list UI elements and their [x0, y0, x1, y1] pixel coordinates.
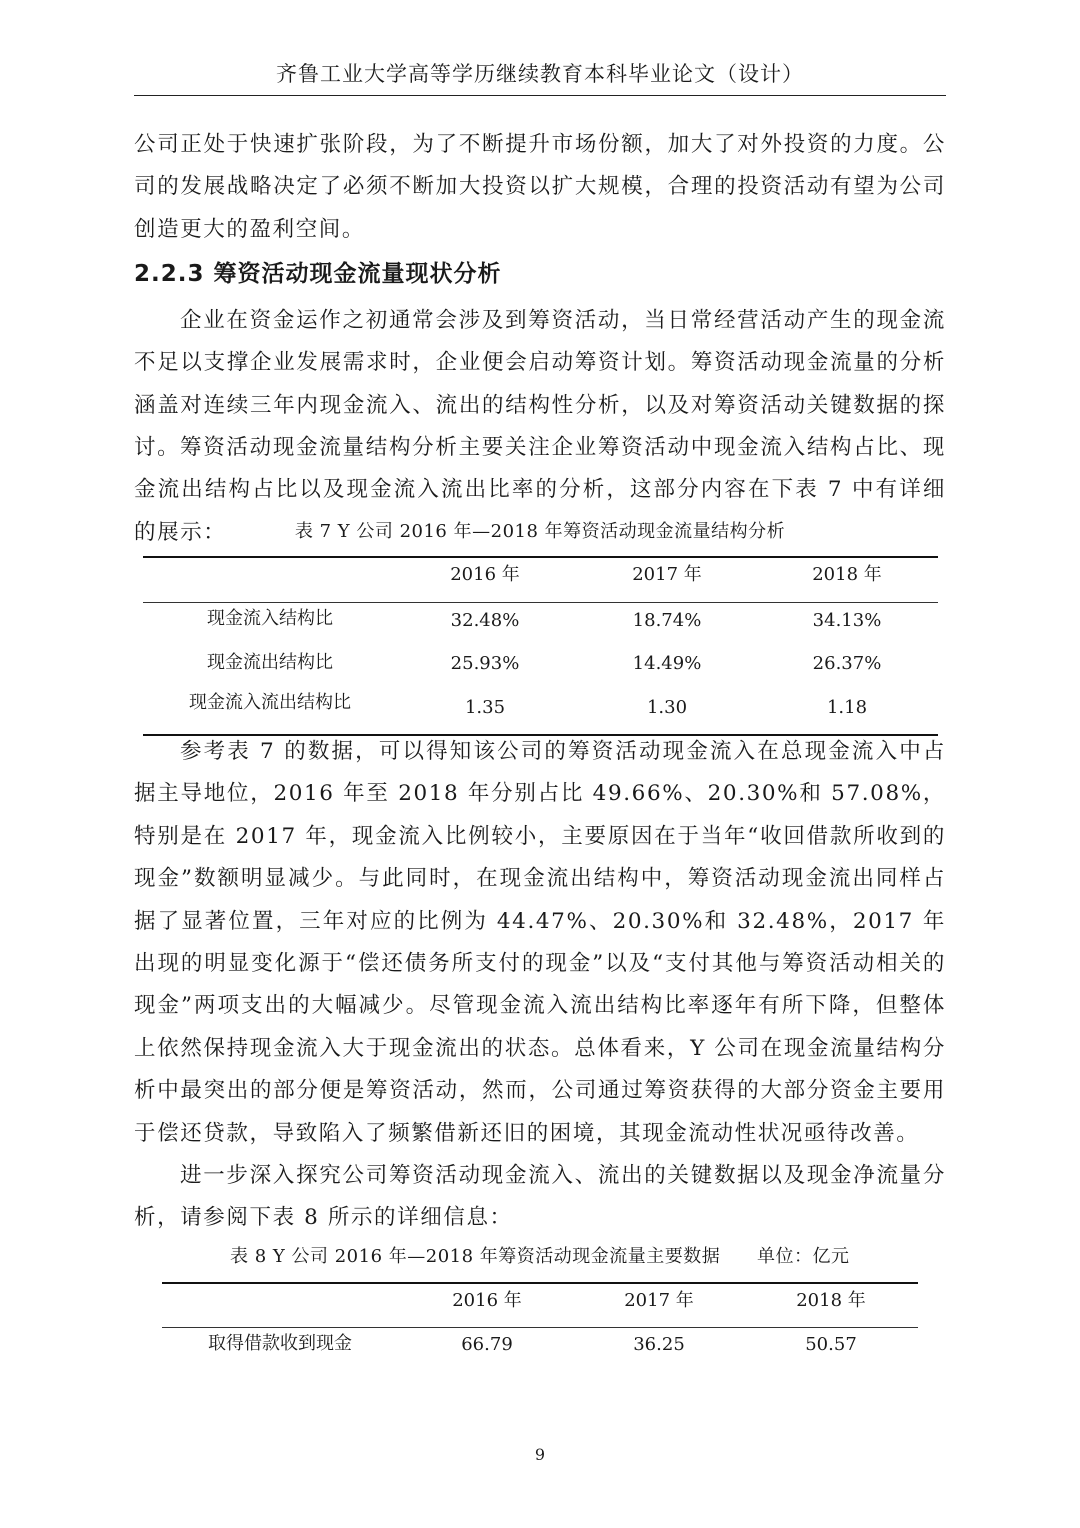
table-8-row-label: 取得借款收到现金: [208, 1333, 352, 1354]
table-8-header-2018: 2018 年: [796, 1290, 866, 1311]
section-heading: 2.2.3 筹资活动现金流量现状分析: [134, 261, 502, 287]
table-8-unit: 单位：亿元: [757, 1246, 850, 1267]
table-7-row-label: 现金流出结构比: [207, 652, 333, 673]
table-7-cell: 14.49%: [632, 653, 702, 674]
table-8-header-2016: 2016 年: [452, 1290, 522, 1311]
table-7-cell: 1.35: [464, 697, 506, 718]
table-7-cell: 25.93%: [450, 653, 520, 674]
table-7-cell: 18.74%: [632, 610, 702, 631]
paragraph-structure-analysis: 筹资活动现金流量结构分析主要关注企业筹资活动中现金流入结构占比、现金流出结构占比以及现金流入流出比率的分析，这部分内容在下表 7 中有详细的展示：: [134, 435, 946, 545]
table-8-header-rule: [162, 1327, 918, 1328]
table-7-top-rule: [143, 556, 938, 558]
table-8-cell: 36.25: [633, 1334, 685, 1355]
table-7-cell: 34.13%: [812, 610, 882, 631]
table-7-header-2018: 2018 年: [812, 564, 882, 585]
paragraph-financing-intro: 企业在资金运作之初通常会涉及到筹资活动，当日常经营活动产生的现金流不足以支撑企业发展需求时，企业便会启动筹资计划。筹资活动现金流量的分析涵盖对连续三年内现金流入、流出的结构性分析，以及对筹资活动关键数据的探讨。: [134, 308, 946, 461]
table-8-header-2017: 2017 年: [624, 1290, 694, 1311]
header-rule: [134, 95, 946, 96]
paragraph-table-8-intro: 进一步深入探究公司筹资活动现金流入、流出的关键数据以及现金净流量分析，请参阅下表 8 所示的详细信息：: [134, 1163, 946, 1231]
table-8-top-rule: [162, 1282, 918, 1284]
table-7-row-label: 现金流入结构比: [207, 608, 333, 629]
table-8-cell: 66.79: [461, 1334, 513, 1355]
table-7-cell: 26.37%: [812, 653, 882, 674]
table-7-caption: 表 7 Y 公司 2016 年—2018 年筹资活动现金流量结构分析: [294, 521, 786, 542]
table-7-row-label: 现金流入流出结构比: [189, 692, 351, 713]
table-8-caption: 表 8 Y 公司 2016 年—2018 年筹资活动现金流量主要数据: [230, 1246, 721, 1267]
table-7-header-2017: 2017 年: [632, 564, 702, 585]
table-7-header-2016: 2016 年: [450, 564, 520, 585]
paragraph-investment-continuation: 公司正处于快速扩张阶段，为了不断提升市场份额，加大了对外投资的力度。公司的发展战略决定了必须不断加大投资以扩大规模，合理的投资活动有望为公司创造更大的盈利空间。: [134, 132, 946, 242]
table-7-cell: 32.48%: [450, 610, 520, 631]
paragraph-table-7-discussion: 参考表 7 的数据，可以得知该公司的筹资活动现金流入在总现金流入中占据主导地位，2016 年至 2018 年分别占比 49.66%、20.30%和 57.08%，特别是在 2017 年，现金流入比例较小，主要原因在于当年“收回借款所收到的现金”数额明显减少。与此同时，在现金流出结构中，筹资活动现金流出同样占据了显著位置，三年对应的比例为 44.47%、20.30%和 32.48%，2017 年出现的明显变化源于“偿还债务所支付的现金”以及“支付其他与筹资活动相关的现金”两项支出的大幅减少。尽管现金流入流出结构比率逐年有所下降，但整体上依然保持现金流入大于现金流出的状态。总体看来，Y 公司在现金流量结构分析中最突出的部分便是筹资活动，然而，公司通过筹资获得的大部分资金主要用于偿还贷款，导致陷入了频繁借新还旧的困境，其现金流动性状况亟待改善。: [134, 739, 946, 1146]
table-7-header-rule: [143, 602, 938, 603]
page-number: 9: [534, 1445, 546, 1464]
running-header: 齐鲁工业大学高等学历继续教育本科毕业论文（设计）: [276, 62, 804, 86]
table-7-cell: 1.30: [646, 697, 688, 718]
table-7-cell: 1.18: [826, 697, 868, 718]
table-8-cell: 50.57: [805, 1334, 857, 1355]
